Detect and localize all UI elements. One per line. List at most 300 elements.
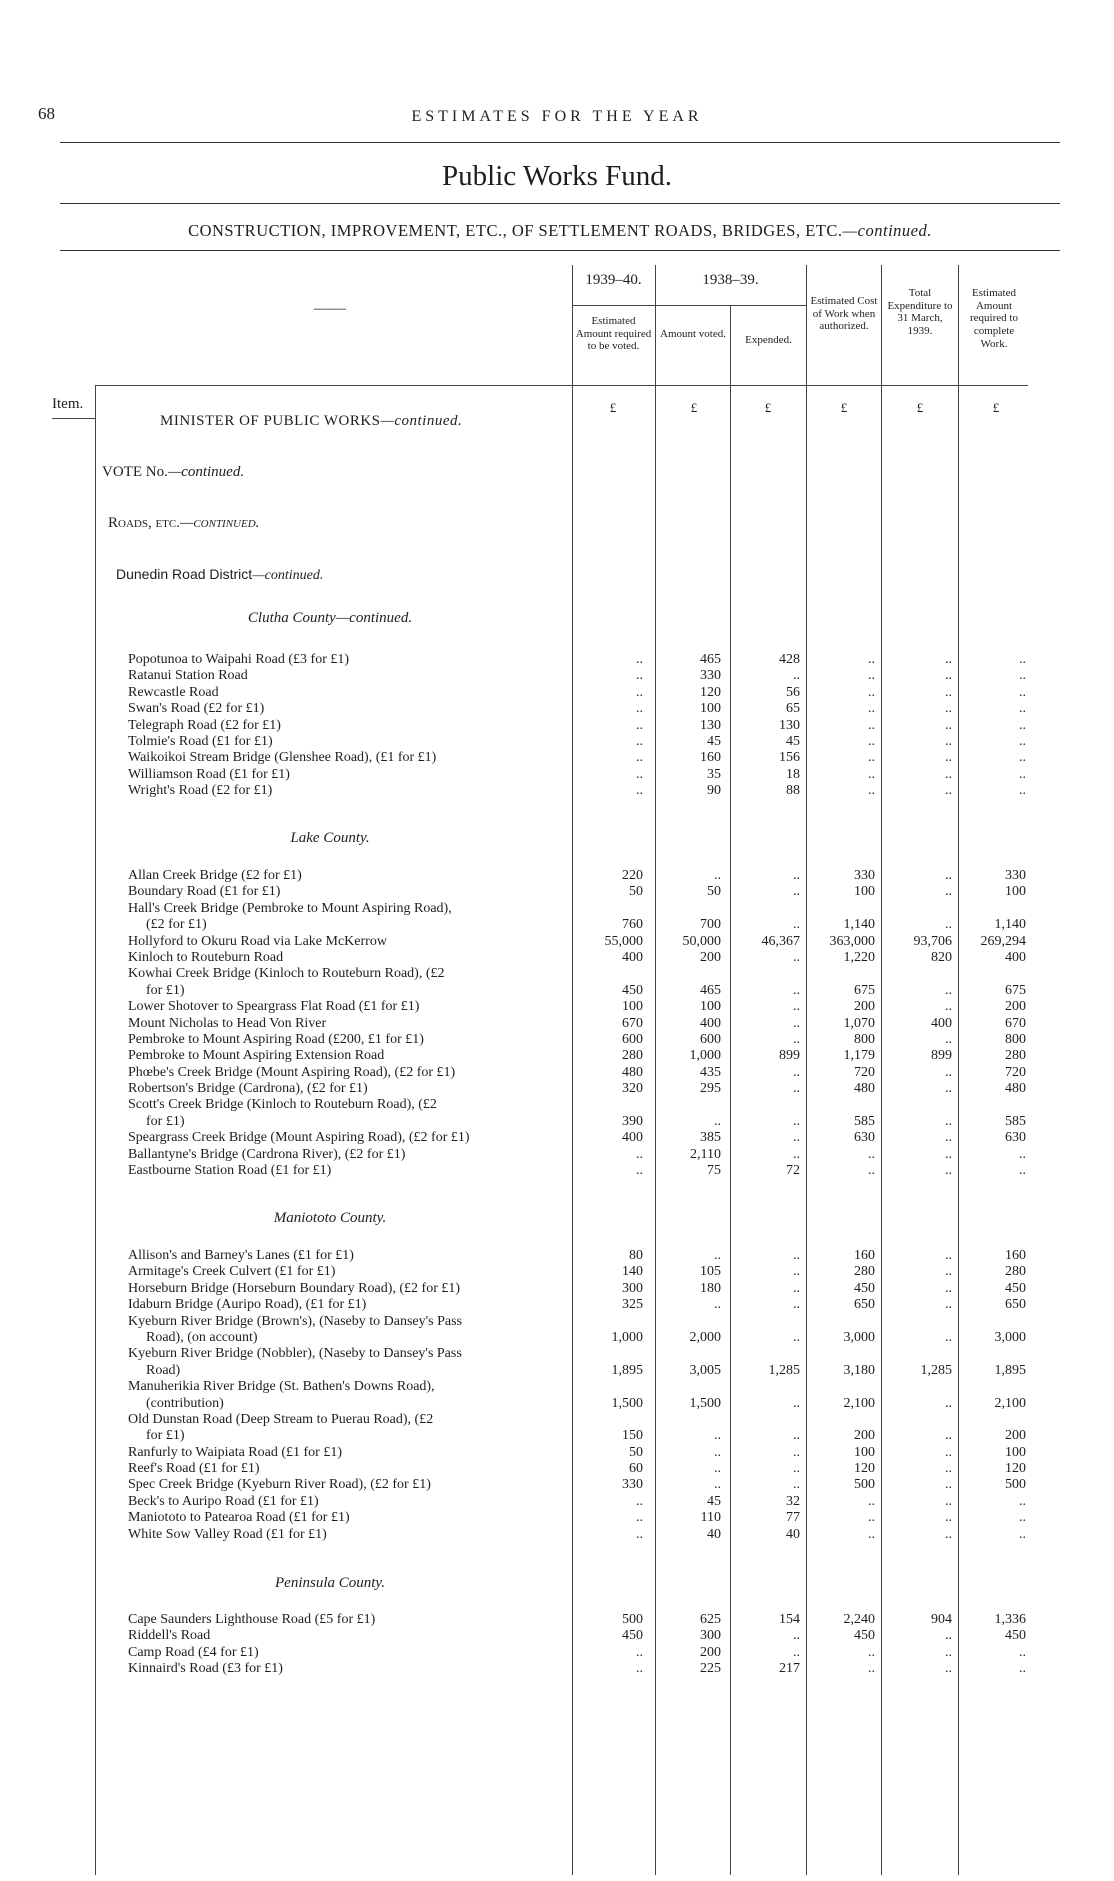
row-value: 450 xyxy=(1005,1280,1026,1296)
table-row xyxy=(0,1412,1114,1428)
row-name: Kyeburn River Bridge (Nobbler), (Naseby to Dansey's Pass xyxy=(128,1346,462,1362)
row-value: 35 xyxy=(707,766,721,782)
row-name: Reef's Road (£1 for £1) xyxy=(128,1461,260,1477)
section-rule xyxy=(60,250,1060,251)
row-value: .. xyxy=(793,1628,800,1644)
row-value: .. xyxy=(793,982,800,998)
row-value: .. xyxy=(868,1661,875,1677)
row-value: .. xyxy=(945,1395,952,1411)
row-value: .. xyxy=(945,1280,952,1296)
table-row xyxy=(0,868,1114,884)
row-name: Cape Saunders Lighthouse Road (£5 for £1) xyxy=(128,1612,376,1627)
row-name: Lower Shotover to Speargrass Flat Road (£1 for £1) xyxy=(128,999,420,1015)
row-name: Idaburn Bridge (Auripo Road), (£1 for £1) xyxy=(128,1297,367,1313)
row-name: for £1) xyxy=(146,1428,185,1444)
row-value: .. xyxy=(945,999,952,1015)
row-value: .. xyxy=(1019,1163,1026,1179)
county-rows xyxy=(0,868,1114,1179)
row-value: .. xyxy=(945,1510,952,1526)
row-value: .. xyxy=(636,733,643,749)
table-row xyxy=(0,983,1114,999)
row-value: .. xyxy=(945,1146,952,1162)
table-row xyxy=(0,1428,1114,1444)
row-value: .. xyxy=(945,1644,952,1660)
county-rows xyxy=(0,652,1114,800)
table-row xyxy=(0,1477,1114,1493)
row-value: 65 xyxy=(786,701,800,717)
row-value: .. xyxy=(945,917,952,933)
row-value: .. xyxy=(945,868,952,883)
county-heading: Maniototo County. xyxy=(273,1210,387,1226)
row-value: 390 xyxy=(622,1113,643,1129)
row-name: Hall's Creek Bridge (Pembroke to Mount Aspiring Road), xyxy=(128,900,452,916)
row-value: 500 xyxy=(1005,1477,1026,1493)
amount-voted-header: Amount voted. xyxy=(660,328,726,340)
table-row xyxy=(0,734,1114,750)
row-value: 40 xyxy=(707,1526,721,1542)
row-value: 435 xyxy=(700,1064,721,1080)
row-name: Mount Nicholas to Head Von River xyxy=(128,1015,327,1031)
title-rule xyxy=(60,203,1060,204)
row-value: 100 xyxy=(700,999,721,1015)
row-value: 1,285 xyxy=(920,1362,952,1378)
row-value: .. xyxy=(636,1493,643,1509)
row-value: 480 xyxy=(1005,1081,1026,1097)
row-value: .. xyxy=(714,1248,721,1263)
row-name: Road), (on account) xyxy=(146,1329,258,1345)
row-value: 1,895 xyxy=(994,1362,1026,1378)
table-row xyxy=(0,767,1114,783)
table-row xyxy=(0,1081,1114,1097)
row-value: .. xyxy=(945,1130,952,1146)
row-value: .. xyxy=(636,652,643,667)
row-name: for £1) xyxy=(146,982,185,998)
row-value: .. xyxy=(793,1644,800,1660)
row-value: .. xyxy=(868,684,875,700)
vote-text: VOTE No. xyxy=(102,464,168,480)
table-row xyxy=(0,1032,1114,1048)
roads-text: Roads, etc. xyxy=(108,515,180,531)
row-value: .. xyxy=(945,1297,952,1313)
table-row xyxy=(0,1346,1114,1362)
row-value: .. xyxy=(793,1477,800,1493)
row-value: .. xyxy=(868,750,875,766)
row-value: .. xyxy=(868,1510,875,1526)
county-heading: Lake County. xyxy=(290,830,370,846)
row-value: .. xyxy=(793,1264,800,1280)
row-value: 45 xyxy=(786,733,800,749)
table-row xyxy=(0,668,1114,684)
item-rule xyxy=(52,418,95,419)
row-value: 50 xyxy=(629,1444,643,1460)
row-value: .. xyxy=(793,917,800,933)
est-complete-header: Estimated Amount required to complete Work. xyxy=(970,287,1018,350)
row-value: 760 xyxy=(622,917,643,933)
row-value: 899 xyxy=(779,1048,800,1064)
row-value: 625 xyxy=(700,1612,721,1627)
row-value: 46,367 xyxy=(761,933,800,949)
row-value: .. xyxy=(793,668,800,684)
row-value: .. xyxy=(793,1444,800,1460)
currency-col-2: £ xyxy=(690,400,698,415)
row-value: .. xyxy=(714,1428,721,1444)
row-value: 280 xyxy=(622,1048,643,1064)
row-name: Spec Creek Bridge (Kyeburn River Road), (£2 for £1) xyxy=(128,1477,431,1493)
row-value: 1,070 xyxy=(843,1015,875,1031)
row-value: 200 xyxy=(700,949,721,965)
row-value: 325 xyxy=(622,1297,643,1313)
table-row xyxy=(0,1281,1114,1297)
roads-suffix: —continued. xyxy=(179,515,260,531)
row-name: Ballantyne's Bridge (Cardrona River), (£2 for £1) xyxy=(128,1146,406,1162)
currency-col-6: £ xyxy=(992,400,1000,415)
row-value: .. xyxy=(868,701,875,717)
row-value: 105 xyxy=(700,1264,721,1280)
row-value: 670 xyxy=(1005,1015,1026,1031)
row-value: 480 xyxy=(622,1064,643,1080)
row-value: .. xyxy=(714,868,721,883)
table-row xyxy=(0,1097,1114,1113)
row-value: 160 xyxy=(1005,1248,1026,1263)
table-row xyxy=(0,1330,1114,1346)
table-row xyxy=(0,1297,1114,1313)
table-row xyxy=(0,1314,1114,1330)
row-name: Riddell's Road xyxy=(128,1628,211,1644)
row-value: .. xyxy=(868,766,875,782)
row-value: 720 xyxy=(854,1064,875,1080)
row-value: .. xyxy=(636,1163,643,1179)
row-value: 330 xyxy=(854,868,875,883)
table-row xyxy=(0,1494,1114,1510)
row-value: .. xyxy=(945,1428,952,1444)
row-name: Road) xyxy=(146,1362,181,1378)
row-name: Kinnaird's Road (£3 for £1) xyxy=(128,1661,283,1677)
row-value: 800 xyxy=(1005,1031,1026,1047)
row-value: .. xyxy=(636,1661,643,1677)
row-value: 200 xyxy=(1005,999,1026,1015)
row-value: 160 xyxy=(700,750,721,766)
row-value: .. xyxy=(868,1493,875,1509)
row-value: .. xyxy=(868,783,875,799)
table-row xyxy=(0,1379,1114,1395)
row-value: .. xyxy=(636,1510,643,1526)
row-value: 1,500 xyxy=(689,1395,721,1411)
table-row xyxy=(0,999,1114,1015)
row-value: .. xyxy=(945,1477,952,1493)
row-name: Horseburn Bridge (Horseburn Boundary Road), (£2 for £1) xyxy=(128,1280,461,1296)
row-value: 1,500 xyxy=(611,1395,643,1411)
county-heading: Clutha County—continued. xyxy=(247,610,413,626)
currency-col-5: £ xyxy=(916,400,924,415)
row-value: 200 xyxy=(700,1644,721,1660)
row-name: Armitage's Creek Culvert (£1 for £1) xyxy=(128,1264,336,1280)
row-value: .. xyxy=(793,949,800,965)
row-value: 2,000 xyxy=(689,1329,721,1345)
row-value: .. xyxy=(945,1461,952,1477)
row-value: 899 xyxy=(931,1048,952,1064)
row-name: Beck's to Auripo Road (£1 for £1) xyxy=(128,1493,319,1509)
row-value: .. xyxy=(945,652,952,667)
row-value: 220 xyxy=(622,868,643,883)
row-value: 450 xyxy=(622,982,643,998)
row-value: 93,706 xyxy=(913,933,952,949)
currency-col-1: £ xyxy=(609,400,617,415)
row-value: .. xyxy=(1019,750,1026,766)
row-name: Manuherikia River Bridge (St. Bathen's Downs Road), xyxy=(128,1379,435,1395)
row-value: .. xyxy=(793,868,800,883)
row-name: Speargrass Creek Bridge (Mount Aspiring Road), (£2 for £1) xyxy=(128,1130,470,1146)
row-value: .. xyxy=(636,783,643,799)
section-title-suffix: —continued. xyxy=(842,221,932,240)
header-rule xyxy=(60,142,1060,143)
row-value: 100 xyxy=(854,1444,875,1460)
county-rows xyxy=(0,1248,1114,1543)
row-name: Camp Road (£4 for £1) xyxy=(128,1644,259,1660)
row-value: 1,895 xyxy=(611,1362,643,1378)
row-value: 50 xyxy=(629,884,643,900)
row-name: (contribution) xyxy=(146,1395,224,1411)
est-required-header: Estimated Amount required to be voted. xyxy=(575,315,652,353)
row-value: .. xyxy=(945,982,952,998)
row-value: 450 xyxy=(622,1628,643,1644)
row-value: .. xyxy=(945,684,952,700)
running-title: ESTIMATES FOR THE YEAR xyxy=(411,108,703,125)
row-value: 90 xyxy=(707,783,721,799)
row-value: 45 xyxy=(707,733,721,749)
row-value: .. xyxy=(945,1064,952,1080)
row-value: 225 xyxy=(700,1661,721,1677)
row-value: .. xyxy=(1019,1526,1026,1542)
row-value: 3,180 xyxy=(843,1362,875,1378)
row-value: 500 xyxy=(622,1612,643,1627)
row-value: 400 xyxy=(1005,949,1026,965)
row-value: 2,100 xyxy=(843,1395,875,1411)
row-name: for £1) xyxy=(146,1113,185,1129)
row-value: .. xyxy=(1019,766,1026,782)
row-value: .. xyxy=(793,1064,800,1080)
row-value: 160 xyxy=(854,1248,875,1263)
row-value: 100 xyxy=(700,701,721,717)
row-value: 300 xyxy=(622,1280,643,1296)
row-value: 50,000 xyxy=(682,933,721,949)
minister-heading xyxy=(160,413,462,430)
row-value: .. xyxy=(1019,1146,1026,1162)
row-value: 154 xyxy=(779,1612,800,1627)
row-value: 465 xyxy=(700,652,721,667)
row-value: 200 xyxy=(854,1428,875,1444)
row-value: 200 xyxy=(854,999,875,1015)
row-value: 217 xyxy=(779,1661,800,1677)
total-exp-header: Total Expenditure to 31 March, 1939. xyxy=(887,287,953,337)
row-value: .. xyxy=(1019,652,1026,667)
row-value: .. xyxy=(868,733,875,749)
table-row xyxy=(0,1612,1114,1628)
expended-header: Expended. xyxy=(745,334,792,346)
table-row xyxy=(0,685,1114,701)
table-row xyxy=(0,901,1114,917)
row-name: White Sow Valley Road (£1 for £1) xyxy=(128,1526,327,1542)
row-value: 670 xyxy=(622,1015,643,1031)
row-value: 480 xyxy=(854,1081,875,1097)
row-value: .. xyxy=(1019,783,1026,799)
row-value: 100 xyxy=(1005,884,1026,900)
row-value: 45 xyxy=(707,1493,721,1509)
row-value: 650 xyxy=(854,1297,875,1313)
row-value: 600 xyxy=(622,1031,643,1047)
table-row xyxy=(0,750,1114,766)
row-value: .. xyxy=(1019,1644,1026,1660)
row-value: 1,220 xyxy=(843,949,875,965)
row-value: 400 xyxy=(700,1015,721,1031)
row-value: 32 xyxy=(786,1493,800,1509)
table-row xyxy=(0,1147,1114,1163)
row-value: .. xyxy=(714,1461,721,1477)
row-value: .. xyxy=(1019,733,1026,749)
row-name: Kinloch to Routeburn Road xyxy=(128,949,284,965)
row-value: 18 xyxy=(786,766,800,782)
row-value: .. xyxy=(945,1661,952,1677)
table-row xyxy=(0,1396,1114,1412)
district-heading xyxy=(116,566,323,584)
row-value: 385 xyxy=(700,1130,721,1146)
row-value: .. xyxy=(945,1163,952,1179)
row-name: Popotunoa to Waipahi Road (£3 for £1) xyxy=(128,652,350,667)
currency-col-3: £ xyxy=(764,400,772,415)
row-value: .. xyxy=(868,1146,875,1162)
row-value: .. xyxy=(636,766,643,782)
row-value: 269,294 xyxy=(980,933,1026,949)
table-row xyxy=(0,1048,1114,1064)
row-name: Ratanui Station Road xyxy=(128,668,248,684)
row-value: .. xyxy=(868,1644,875,1660)
row-value: .. xyxy=(636,1526,643,1542)
row-value: .. xyxy=(945,1628,952,1644)
row-value: 630 xyxy=(1005,1130,1026,1146)
row-name: Scott's Creek Bridge (Kinloch to Routeburn Road), (£2 xyxy=(128,1097,437,1113)
row-value: .. xyxy=(1019,701,1026,717)
row-value: .. xyxy=(636,1644,643,1660)
row-name: Hollyford to Okuru Road via Lake McKerrow xyxy=(128,933,387,949)
row-value: .. xyxy=(868,652,875,667)
est-cost-header: Estimated Cost of Work when authorized. xyxy=(810,295,878,333)
row-name: Rewcastle Road xyxy=(128,684,219,700)
row-value: 100 xyxy=(1005,1444,1026,1460)
roads-heading xyxy=(108,515,259,532)
row-value: .. xyxy=(945,1493,952,1509)
row-value: 330 xyxy=(622,1477,643,1493)
table-row xyxy=(0,783,1114,799)
row-value: 450 xyxy=(854,1628,875,1644)
table-row xyxy=(0,1645,1114,1661)
row-value: 3,000 xyxy=(843,1329,875,1345)
row-value: 450 xyxy=(854,1280,875,1296)
row-value: 320 xyxy=(622,1081,643,1097)
district-suffix: —continued. xyxy=(252,568,324,583)
row-value: 280 xyxy=(854,1264,875,1280)
row-value: 56 xyxy=(786,684,800,700)
table-row xyxy=(0,1363,1114,1379)
row-value: .. xyxy=(1019,684,1026,700)
row-name: Wright's Road (£2 for £1) xyxy=(128,783,273,799)
table-row xyxy=(0,701,1114,717)
row-name: (£2 for £1) xyxy=(146,917,207,933)
row-value: .. xyxy=(945,1526,952,1542)
row-value: 280 xyxy=(1005,1264,1026,1280)
row-value: .. xyxy=(945,1329,952,1345)
row-value: .. xyxy=(1019,668,1026,684)
row-value: 156 xyxy=(779,750,800,766)
row-name: Boundary Road (£1 for £1) xyxy=(128,884,281,900)
row-value: .. xyxy=(636,668,643,684)
table-row xyxy=(0,1248,1114,1264)
row-name: Ranfurly to Waipiata Road (£1 for £1) xyxy=(128,1444,343,1460)
minister-suffix: —continued. xyxy=(380,413,463,429)
row-value: .. xyxy=(636,684,643,700)
row-value: 40 xyxy=(786,1526,800,1542)
row-value: 75 xyxy=(707,1163,721,1179)
row-name: Pembroke to Mount Aspiring Extension Road xyxy=(128,1048,385,1064)
row-value: 585 xyxy=(854,1113,875,1129)
fund-title: Public Works Fund. xyxy=(442,160,672,192)
row-value: 3,000 xyxy=(994,1329,1026,1345)
row-name: Allison's and Barney's Lanes (£1 for £1) xyxy=(128,1248,354,1263)
row-value: 450 xyxy=(1005,1628,1026,1644)
table-row xyxy=(0,934,1114,950)
row-value: 295 xyxy=(700,1081,721,1097)
row-value: .. xyxy=(945,783,952,799)
row-value: 2,240 xyxy=(843,1612,875,1627)
row-value: 180 xyxy=(700,1280,721,1296)
row-value: .. xyxy=(945,668,952,684)
row-value: .. xyxy=(1019,1493,1026,1509)
row-value: 363,000 xyxy=(829,933,875,949)
row-name: Allan Creek Bridge (£2 for £1) xyxy=(128,868,302,883)
table-row xyxy=(0,1628,1114,1644)
row-value: .. xyxy=(945,766,952,782)
currency-col-4: £ xyxy=(840,400,848,415)
row-value: 72 xyxy=(786,1163,800,1179)
row-value: 600 xyxy=(700,1031,721,1047)
row-name: Tolmie's Road (£1 for £1) xyxy=(128,733,273,749)
row-value: .. xyxy=(868,668,875,684)
row-value: 2,110 xyxy=(690,1146,721,1162)
row-value: 120 xyxy=(854,1461,875,1477)
year-rule xyxy=(572,305,806,306)
row-value: .. xyxy=(945,717,952,733)
row-value: .. xyxy=(793,1329,800,1345)
row-value: 675 xyxy=(1005,982,1026,998)
row-value: .. xyxy=(793,1280,800,1296)
row-value: 1,285 xyxy=(768,1362,800,1378)
row-name: Maniototo to Patearoa Road (£1 for £1) xyxy=(128,1510,350,1526)
row-value: 720 xyxy=(1005,1064,1026,1080)
row-value: 650 xyxy=(1005,1297,1026,1313)
row-value: 820 xyxy=(931,949,952,965)
row-value: 100 xyxy=(854,884,875,900)
table-row xyxy=(0,1114,1114,1130)
row-value: .. xyxy=(945,1113,952,1129)
table-row xyxy=(0,1163,1114,1179)
table-row xyxy=(0,1661,1114,1677)
row-name: Kowhai Creek Bridge (Kinloch to Routeburn Road), (£2 xyxy=(128,966,445,982)
county-rows xyxy=(0,1612,1114,1678)
table-row xyxy=(0,950,1114,966)
table-row xyxy=(0,1527,1114,1543)
row-value: 700 xyxy=(700,917,721,933)
row-value: 1,179 xyxy=(843,1048,875,1064)
row-name: Eastbourne Station Road (£1 for £1) xyxy=(128,1163,332,1179)
row-value: .. xyxy=(945,1081,952,1097)
